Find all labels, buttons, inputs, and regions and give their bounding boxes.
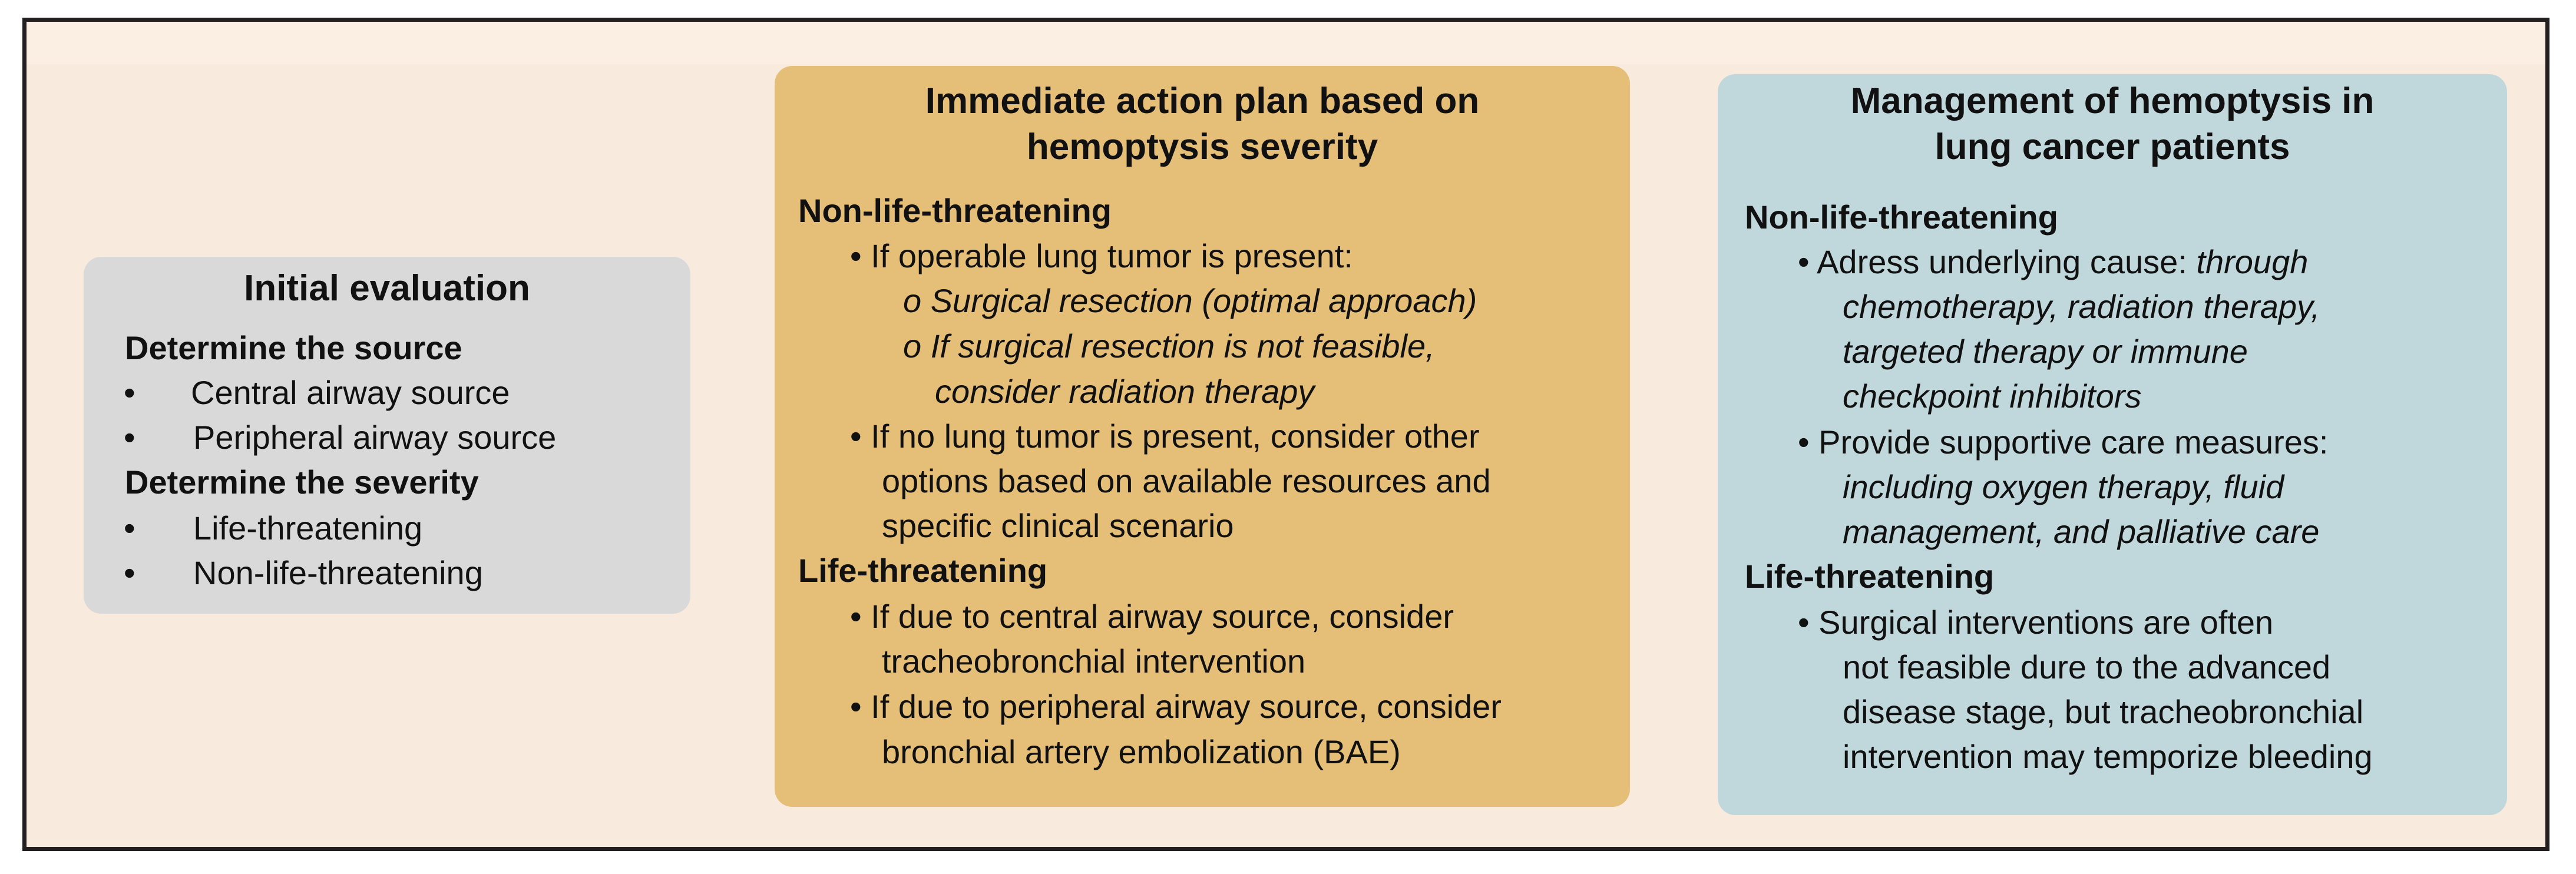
- list-item: • Surgical interventions are often: [1798, 604, 2274, 641]
- list-item: [1798, 243, 2308, 282]
- initial-evaluation-panel: [84, 257, 690, 614]
- nonlife-heading: Non-life-threatening: [798, 192, 1112, 229]
- severity-item-life: Life-threatening: [193, 509, 423, 547]
- list-item: bronchial artery embolization (BAE): [882, 733, 1401, 770]
- list-item: • If due to peripheral airway source, consider: [850, 688, 1502, 725]
- list-item: checkpoint inhibitors: [1843, 378, 2142, 415]
- bullet: •: [124, 554, 135, 591]
- determine-source-heading: Determine the source: [125, 329, 462, 366]
- list-item: consider radiation therapy: [935, 373, 1315, 410]
- management-panel: [1718, 74, 2507, 815]
- bullet: •: [124, 509, 135, 547]
- bullet: •: [124, 374, 135, 411]
- life-heading: Life-threatening: [798, 552, 1048, 589]
- immediate-action-title-line2: hemoptysis severity: [1026, 127, 1378, 167]
- determine-severity-heading: Determine the severity: [125, 464, 479, 501]
- top-band: [27, 22, 2545, 64]
- bullet: •: [124, 419, 135, 456]
- management-title-line2: lung cancer patients: [1935, 127, 2290, 167]
- nonlife-heading: Non-life-threatening: [1745, 198, 2058, 236]
- list-item: disease stage, but tracheobronchial: [1843, 693, 2364, 730]
- initial-evaluation-title: Initial evaluation: [244, 268, 530, 309]
- life-heading: Life-threatening: [1745, 558, 1995, 595]
- list-item: o If surgical resection is not feasible,: [903, 327, 1435, 365]
- list-item-text-italic: through: [2196, 243, 2309, 280]
- list-item-text: • Adress underlying cause:: [1798, 243, 2197, 280]
- list-item: intervention may temporize bleeding: [1843, 738, 2373, 775]
- list-item: tracheobronchial intervention: [882, 643, 1306, 680]
- list-item: • If operable lung tumor is present:: [850, 237, 1353, 274]
- immediate-action-title-line1: Immediate action plan based on: [925, 81, 1480, 121]
- list-item: including oxygen therapy, fluid: [1843, 468, 2284, 505]
- management-title-line1: Management of hemoptysis in: [1850, 81, 2375, 121]
- list-item: • If no lung tumor is present, consider other: [850, 418, 1480, 455]
- source-item-peripheral: Peripheral airway source: [193, 419, 557, 456]
- immediate-action-panel: [775, 66, 1630, 807]
- severity-item-nonlife: Non-life-threatening: [193, 554, 483, 591]
- list-item: options based on available resources and: [882, 462, 1491, 499]
- list-item: not feasible dure to the advanced: [1843, 648, 2331, 686]
- list-item: chemotherapy, radiation therapy,: [1843, 288, 2320, 325]
- list-item: management, and palliative care: [1843, 513, 2320, 550]
- list-item: • Provide supportive care measures:: [1798, 423, 2329, 461]
- list-item: targeted therapy or immune: [1843, 333, 2248, 370]
- list-item: o Surgical resection (optimal approach): [903, 282, 1477, 319]
- source-item-central: Central airway source: [191, 374, 510, 411]
- list-item: • If due to central airway source, consider: [850, 598, 1454, 635]
- list-item: specific clinical scenario: [882, 507, 1234, 544]
